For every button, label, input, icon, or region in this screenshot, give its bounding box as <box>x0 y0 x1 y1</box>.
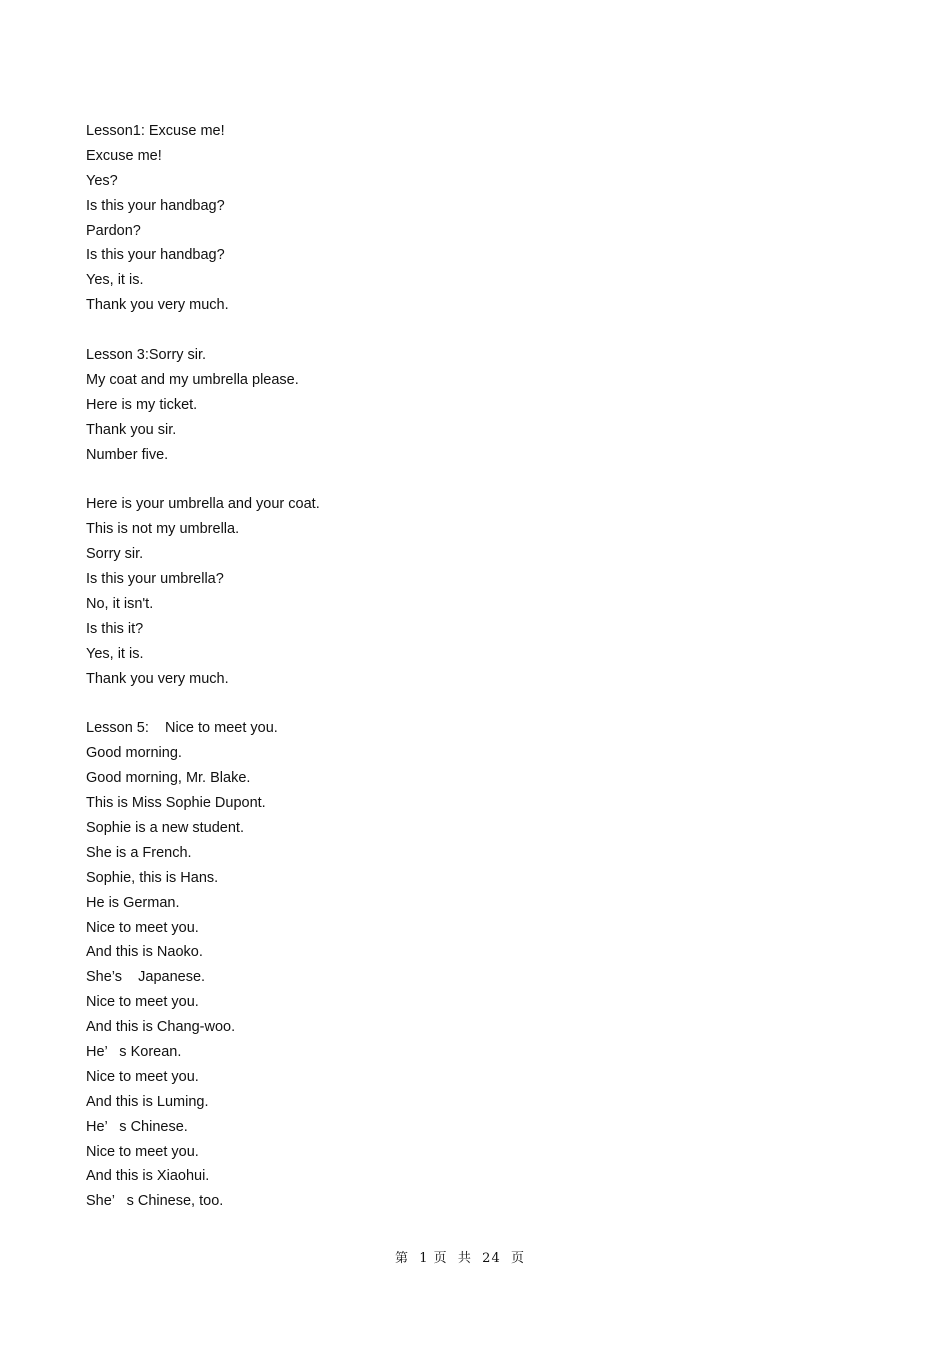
text-line: She is a French. <box>86 844 192 861</box>
text-line: Is this your handbag? <box>86 247 225 264</box>
text-line: Number five. <box>86 446 169 463</box>
text-line: Sorry sir. <box>86 546 144 563</box>
lesson-heading: Lesson1: Excuse me! <box>86 123 225 139</box>
text-line: This is not my umbrella. <box>86 521 240 538</box>
text-line: My coat and my umbrella please. <box>86 371 299 388</box>
text-line: No, it isn't. <box>86 595 154 612</box>
text-line: And this is Naoko. <box>86 944 203 961</box>
lesson-3-section <box>86 343 320 467</box>
lesson-heading: Lesson 3:Sorry sir. <box>86 347 207 364</box>
lesson-heading: Lesson 5: Nice to meet you. <box>86 720 278 737</box>
text-line: Sophie is a new student. <box>86 819 244 836</box>
text-line: Good morning, Mr. Blake. <box>86 770 251 787</box>
text-line: Yes? <box>86 172 118 189</box>
text-line: Here is your umbrella and your coat. <box>86 496 320 513</box>
text-line: Nice to meet you. <box>86 994 199 1011</box>
text-line: She’s Japanese. <box>86 969 206 986</box>
text-line: Thank you very much. <box>86 297 229 314</box>
text-line: Yes, it is. <box>86 645 144 662</box>
text-line: He’ s Chinese. <box>86 1118 188 1135</box>
text-line: Yes, it is. <box>86 272 144 289</box>
text-line: And this is Xiaohui. <box>86 1168 210 1185</box>
text-line: Thank you sir. <box>86 421 177 438</box>
lesson-5-section <box>86 716 320 1214</box>
text-line: And this is Chang-woo. <box>86 1019 236 1036</box>
text-line: Sophie, this is Hans. <box>86 869 219 886</box>
text-line: And this is Luming. <box>86 1093 209 1110</box>
text-line: Pardon? <box>86 222 141 239</box>
text-line: Excuse me! <box>86 147 162 164</box>
text-line: Here is my ticket. <box>86 396 198 413</box>
page-number-footer: 第 1 页 共 24 页 <box>394 1251 525 1266</box>
text-line: He is German. <box>86 894 180 911</box>
text-line: This is Miss Sophie Dupont. <box>86 795 266 812</box>
lesson-3-continued-section <box>86 492 320 691</box>
text-line: Is this your handbag? <box>86 197 225 214</box>
text-line: He’ s Korean. <box>86 1043 182 1060</box>
text-line: Nice to meet you. <box>86 1143 199 1160</box>
text-line: Good morning. <box>86 745 182 762</box>
text-line: Thank you very much. <box>86 670 229 687</box>
text-line: Nice to meet you. <box>86 919 199 936</box>
text-line: She’ s Chinese, too. <box>86 1193 224 1210</box>
text-line: Is this your umbrella? <box>86 571 224 588</box>
lesson-text-body <box>86 119 320 1214</box>
text-line: Is this it? <box>86 620 144 637</box>
lesson-1-section <box>86 119 320 318</box>
text-line: Nice to meet you. <box>86 1068 199 1085</box>
